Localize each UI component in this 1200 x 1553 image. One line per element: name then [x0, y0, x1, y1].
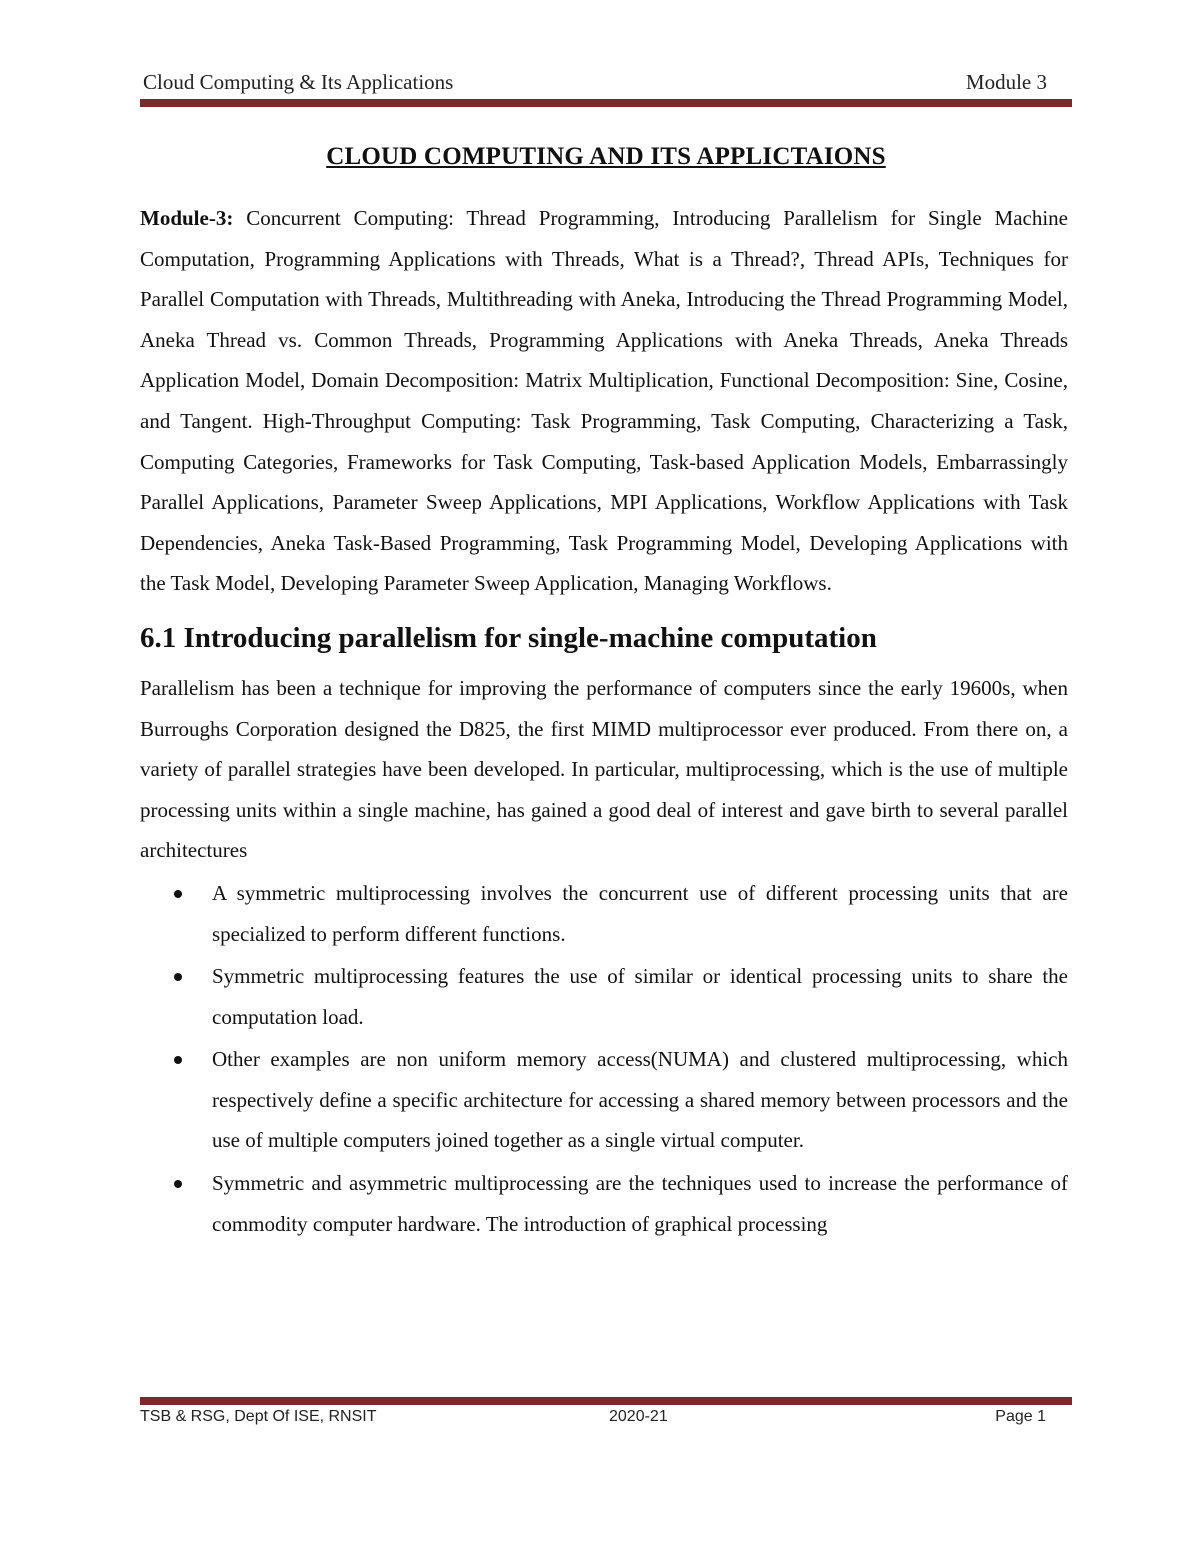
bullet-icon — [174, 973, 182, 981]
document-title: CLOUD COMPUTING AND ITS APPLICTAIONS — [326, 143, 886, 170]
list-item-text: Other examples are non uniform memory access(NUMA) and clustered multiprocessing, which respectively define a specific architecture for accessing a shared memory between processors and the use of multiple computers joined together as a single virtual computer. — [212, 1047, 1068, 1153]
list-item — [140, 1039, 1068, 1161]
list-item-text: Symmetric and asymmetric multiprocessing are the techniques used to increase the performance of commodity computer hardware. The introduction of graphical processing — [212, 1171, 1068, 1236]
bullet-icon — [174, 890, 182, 898]
document-body — [140, 198, 1068, 1246]
list-item — [140, 956, 1068, 1037]
page-header — [143, 70, 1047, 95]
header-module-label: Module 3 — [965, 70, 1047, 94]
footer-rule — [140, 1397, 1072, 1405]
module-summary-text: Concurrent Computing: Thread Programming, Introducing Parallelism for Single Machine Computation, Programming Applications with Threads, What is a Thread?, Thread APIs, Techniques for Parallel Computation with Threads, Multithreading with Aneka, Introducing the Thread Programming Model, Aneka Thread vs. Common Threads, Programming Applications with Aneka Threads, Aneka Threads Application Model, Domain Decomposition: Matrix Multiplication, Functional Decomposition: Sine, Cosine, and Tangent. High-Throughput Computing: Task Programming, Task Computing, Characterizing a Task, Computing Categories, Frameworks for Task Computing, Task-based Application Models, Embarrassingly Parallel Applications, Parameter Sweep Applications, MPI Applications, Workflow Applications with Task Dependencies, Aneka Task-Based Programming, Task Programming Model, Developing Applications with the Task Model, Developing Parameter Sweep Application, Managing Workflows. — [140, 206, 1068, 596]
header-rule — [140, 99, 1072, 107]
list-item — [140, 873, 1068, 954]
bullet-icon — [174, 1180, 182, 1188]
footer-page-number: Page 1 — [995, 1408, 1046, 1425]
header-course-title: Cloud Computing & Its Applications — [143, 70, 454, 94]
bullet-icon — [174, 1056, 182, 1064]
list-item-text: Symmetric multiprocessing features the use of similar or identical processing units to share the computation load. — [212, 964, 1068, 1029]
footer-year: 2020-21 — [609, 1408, 668, 1425]
list-item — [140, 1163, 1068, 1244]
footer-authors: TSB & RSG, Dept Of ISE, RNSIT — [140, 1408, 377, 1425]
section-heading: 6.1 Introducing parallelism for single-machine computation — [140, 621, 877, 654]
list-item-text: A symmetric multiprocessing involves the concurrent use of different processing units that are specialized to perform different functions. — [212, 880, 1068, 946]
module-label: Module-3: — [140, 206, 234, 230]
module-summary-paragraph — [140, 198, 1068, 604]
section-intro-paragraph: Parallelism has been a technique for improving the performance of computers since the early 19600s, when Burroughs Corporation designed the D825, the first MIMD multiprocessor ever produced. From there on, a variety of parallel strategies have been developed. In particular, multiprocessing, which is the use of multiple processing units within a single machine, has gained a good deal of interest and gave birth to several parallel architectures — [140, 675, 1068, 863]
bullet-list — [140, 873, 1068, 1244]
